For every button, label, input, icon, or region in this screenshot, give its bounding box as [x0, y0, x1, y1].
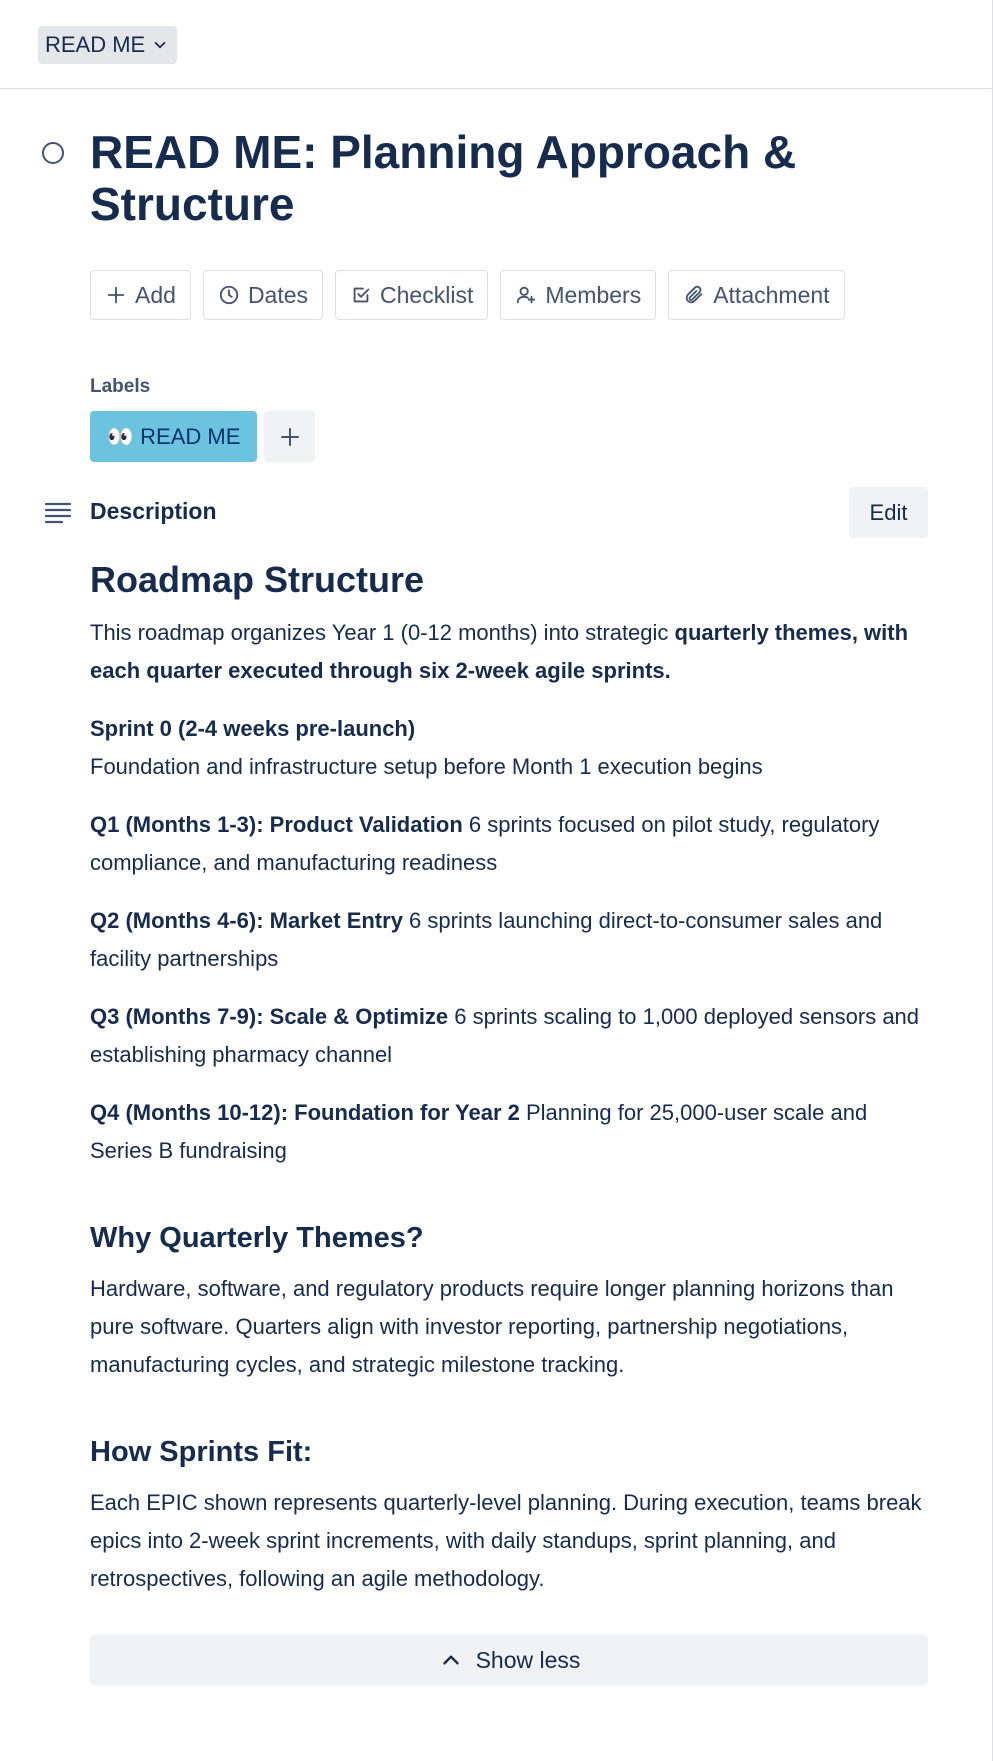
intro-bold-text: quarterly themes, with each quarter executed through six 2-week agile sprints.	[90, 620, 909, 683]
intro-paragraph	[90, 614, 930, 690]
dates-button-label: Dates	[247, 281, 309, 308]
add-member-icon	[515, 284, 537, 306]
attachment-button[interactable]	[668, 270, 844, 320]
intro-text: This roadmap organizes Year 1 (0-12 months) into strategic	[90, 620, 675, 645]
label-chip[interactable]: 👀 READ ME	[90, 411, 257, 462]
labels-heading: Labels	[90, 376, 151, 397]
show-less-label: Show less	[475, 1646, 581, 1673]
sprint0-paragraph	[90, 710, 930, 786]
edit-description-button[interactable]: Edit	[849, 487, 928, 538]
quarter-text: 6 sprints focused on pilot study, regulatory compliance, and manufacturing readiness	[90, 812, 880, 875]
quarter-text: 6 sprints launching direct-to-consumer sales and facility partnerships	[90, 908, 883, 971]
members-button[interactable]	[500, 270, 656, 320]
quarter-paragraph	[90, 806, 930, 882]
sprint0-text: Foundation and infrastructure setup before Month 1 execution begins	[90, 754, 763, 779]
card-header-bar	[0, 0, 993, 89]
card-title[interactable]: READ ME: Planning Approach & Structure	[90, 126, 797, 230]
quarter-paragraph	[90, 902, 930, 978]
checklist-button[interactable]	[335, 270, 488, 320]
card-actions	[90, 270, 845, 320]
roadmap-heading: Roadmap Structure	[90, 559, 425, 600]
chevron-up-icon	[438, 1647, 464, 1673]
list-selector[interactable]	[38, 26, 177, 64]
quarter-heading: Q2 (Months 4-6): Market Entry	[90, 908, 403, 933]
members-button-label: Members	[545, 281, 642, 308]
how-section	[90, 1432, 930, 1598]
dates-button[interactable]	[203, 270, 323, 320]
sprint0-heading: Sprint 0 (2-4 weeks pre-launch)	[90, 716, 416, 741]
quarter-heading: Q3 (Months 7-9): Scale & Optimize	[90, 1004, 449, 1029]
why-paragraph: Hardware, software, and regulatory products require longer planning horizons than pure software. Quarters align with investor reporting, partnership negotiations, manufacturing cycles, and strategic milestone tracking.	[90, 1276, 894, 1377]
quarter-paragraph	[90, 998, 930, 1074]
why-section	[90, 1218, 930, 1384]
how-heading: How Sprints Fit:	[90, 1436, 313, 1468]
plus-icon	[105, 284, 127, 306]
checkbox-icon	[350, 284, 372, 306]
description-heading: Description	[90, 498, 217, 524]
add-label-button[interactable]	[264, 411, 315, 462]
paperclip-icon	[683, 284, 705, 306]
description-icon	[44, 500, 72, 526]
complete-checkbox[interactable]	[42, 142, 64, 164]
add-button-label: Add	[135, 281, 176, 308]
quarter-text: 6 sprints scaling to 1,000 deployed sensors and establishing pharmacy channel	[90, 1004, 920, 1067]
clock-icon	[218, 284, 240, 306]
quarter-text: Planning for 25,000-user scale and Series B fundraising	[90, 1100, 868, 1163]
checklist-button-label: Checklist	[380, 281, 474, 308]
quarter-paragraph	[90, 1094, 930, 1170]
show-less-button[interactable]	[90, 1635, 928, 1685]
attachment-button-label: Attachment	[713, 281, 830, 308]
quarter-heading: Q1 (Months 1-3): Product Validation	[90, 812, 463, 837]
quarter-heading: Q4 (Months 10-12): Foundation for Year 2	[90, 1100, 520, 1125]
list-name: READ ME	[45, 32, 146, 57]
chevron-down-icon	[151, 36, 169, 54]
description-content	[90, 548, 930, 1618]
add-button[interactable]	[90, 270, 191, 320]
why-heading: Why Quarterly Themes?	[90, 1222, 424, 1254]
plus-icon	[278, 425, 302, 449]
how-paragraph: Each EPIC shown represents quarterly-level planning. During execution, teams break epics into 2-week sprint increments, with daily standups, sprint planning, and retrospectives, following an agile methodology.	[90, 1490, 922, 1591]
